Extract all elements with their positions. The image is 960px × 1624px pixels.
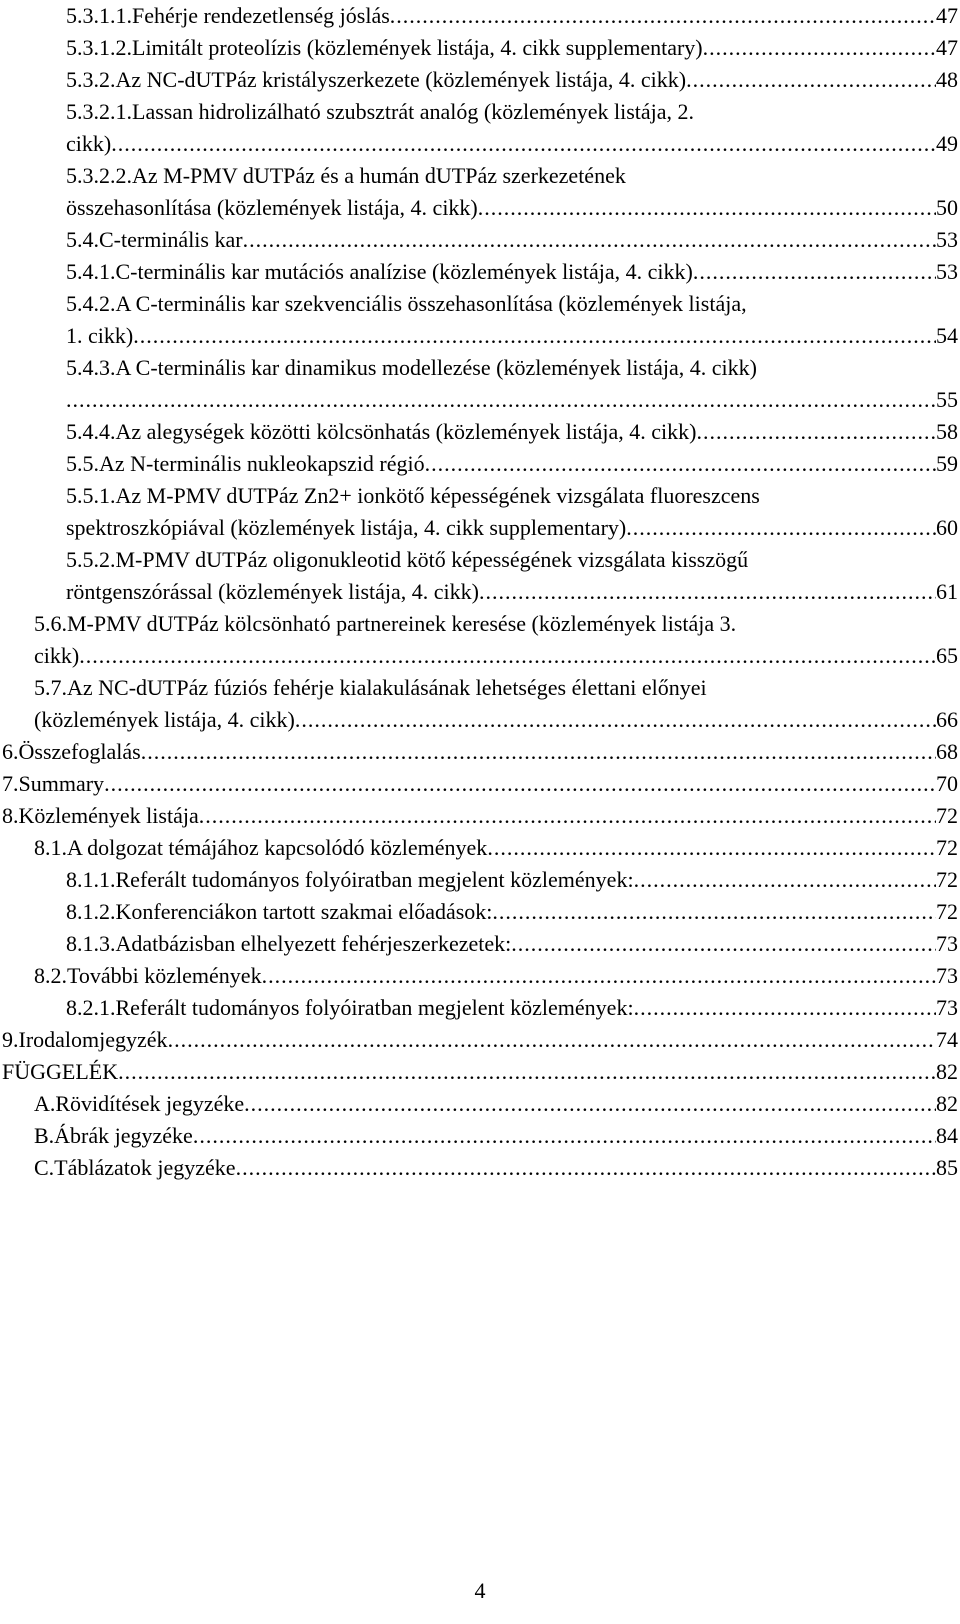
toc-leader-dots	[141, 736, 936, 768]
toc-entry-title: cikk)	[34, 643, 80, 668]
toc-entry-title: 5.3.1.1.Fehérje rendezetlenség jóslás	[66, 3, 390, 28]
toc-leader-dots	[686, 64, 936, 96]
toc-leader-dots	[243, 224, 936, 256]
toc-leader-dots	[634, 992, 936, 1024]
toc-entry-title: 8.1.A dolgozat témájához kapcsolódó közlemények	[34, 835, 488, 860]
toc-leader-dots	[168, 1024, 936, 1056]
toc-entry-page: 61	[936, 579, 958, 604]
toc-entry-title: 7.Summary	[2, 771, 105, 796]
toc-leader-dots	[626, 512, 936, 544]
toc-entry[interactable]	[2, 800, 958, 832]
page-number: 4	[474, 1578, 486, 1603]
toc-entry-line[interactable]: 5.3.2.1.Lassan hidrolizálható szubsztrát analóg (közlemények listája, 2.	[66, 99, 695, 124]
toc-entry[interactable]	[34, 1120, 958, 1152]
toc-entry-title: röntgenszórással (közlemények listája, 4. cikk)	[66, 579, 479, 604]
toc-entry[interactable]	[2, 768, 958, 800]
toc-leader-dots	[425, 448, 936, 480]
toc-entry[interactable]	[66, 576, 958, 608]
toc-entry-page: 66	[936, 707, 958, 732]
toc-leader-dots	[487, 832, 936, 864]
toc-entry-page: 47	[936, 3, 958, 28]
toc-entry[interactable]	[66, 256, 958, 288]
toc-leader-dots	[133, 320, 936, 352]
toc-entry-page: 53	[936, 227, 958, 252]
toc-entry-title: C.Táblázatok jegyzéke	[34, 1155, 236, 1180]
toc-leader-dots	[111, 128, 936, 160]
toc-entry[interactable]	[2, 1056, 958, 1088]
toc-entry-page: 49	[936, 131, 958, 156]
toc-entry[interactable]	[66, 320, 958, 352]
toc-leader-dots	[478, 192, 936, 224]
toc-leader-dots	[262, 960, 936, 992]
toc-entry-page: 85	[936, 1155, 958, 1180]
toc-entry-line[interactable]: 5.5.2.M-PMV dUTPáz oligonukleotid kötő képességének vizsgálata kisszögű	[66, 547, 749, 572]
toc-entry-title: 5.3.2.Az NC-dUTPáz kristályszerkezete (közlemények listája, 4. cikk)	[66, 67, 687, 92]
toc-entry-page: 58	[936, 419, 958, 444]
toc-leader-dots	[693, 256, 936, 288]
toc-leader-dots	[79, 640, 936, 672]
toc-entry-line[interactable]: 5.3.2.2.Az M-PMV dUTPáz és a humán dUTPáz szerkezetének	[66, 163, 626, 188]
toc-entry-title: 8.1.1.Referált tudományos folyóiratban megjelent közlemények:	[66, 867, 634, 892]
toc-entry-page: 73	[936, 995, 958, 1020]
toc-entry[interactable]	[34, 1088, 958, 1120]
toc-entry-title: összehasonlítása (közlemények listája, 4. cikk)	[66, 195, 478, 220]
toc-leader-dots	[66, 384, 936, 416]
toc-entry[interactable]	[66, 128, 958, 160]
toc-entry-title: 8.1.2.Konferenciákon tartott szakmai előadások:	[66, 899, 493, 924]
toc-entry-title: 5.3.1.2.Limitált proteolízis (közlemények listája, 4. cikk supplementary)	[66, 35, 703, 60]
toc-entry[interactable]	[66, 384, 958, 416]
toc-leader-dots	[511, 928, 936, 960]
toc-entry-page: 73	[936, 963, 958, 988]
toc-leader-dots	[492, 896, 936, 928]
toc-entry-page: 72	[936, 899, 958, 924]
toc-entry-line[interactable]: 5.7.Az NC-dUTPáz fúziós fehérje kialakulásának lehetséges élettani előnyei	[34, 675, 707, 700]
toc-entry-title: 8.Közlemények listája	[2, 803, 199, 828]
toc-entry-title: 8.2.További közlemények	[34, 963, 262, 988]
toc-entry-title: 9.Irodalomjegyzék	[2, 1027, 168, 1052]
toc-entry-page: 82	[936, 1091, 958, 1116]
toc-entry-page: 72	[936, 835, 958, 860]
toc-entry[interactable]	[34, 960, 958, 992]
toc-entry-page: 68	[936, 739, 958, 764]
toc-entry-title: 5.4.C-terminális kar	[66, 227, 243, 252]
toc-leader-dots	[236, 1152, 936, 1184]
toc-leader-dots	[295, 704, 936, 736]
toc-entry[interactable]	[34, 640, 958, 672]
toc-leader-dots	[193, 1120, 936, 1152]
toc-entry[interactable]	[2, 1024, 958, 1056]
toc-entry-line[interactable]: 5.4.3.A C-terminális kar dinamikus modellezése (közlemények listája, 4. cikk)	[66, 355, 757, 380]
toc-leader-dots	[390, 0, 936, 32]
toc-entry-title: 5.5.Az N-terminális nukleokapszid régió	[66, 451, 425, 476]
toc-entry-page: 65	[936, 643, 958, 668]
toc-entry-page: 74	[936, 1027, 958, 1052]
toc-leader-dots	[104, 768, 936, 800]
toc-entry-page: 50	[936, 195, 958, 220]
toc-entry-title: (közlemények listája, 4. cikk)	[34, 707, 295, 732]
toc-entry[interactable]	[66, 992, 958, 1024]
toc-entry[interactable]	[34, 832, 958, 864]
toc-entry-page: 70	[936, 771, 958, 796]
toc-leader-dots	[118, 1056, 936, 1088]
toc-entry-title: FÜGGELÉK	[2, 1059, 119, 1084]
toc-entry[interactable]	[34, 1152, 958, 1184]
toc-entry[interactable]	[66, 416, 958, 448]
toc-entry-page: 48	[936, 67, 958, 92]
toc-entry[interactable]	[66, 64, 958, 96]
toc-leader-dots	[696, 416, 936, 448]
toc-entry-page: 60	[936, 515, 958, 540]
toc-leader-dots	[634, 864, 936, 896]
toc-leader-dots	[703, 32, 936, 64]
toc-entry-title: 5.4.4.Az alegységek közötti kölcsönhatás (közlemények listája, 4. cikk)	[66, 419, 697, 444]
toc-entry[interactable]	[66, 928, 958, 960]
toc-entry-page: 73	[936, 931, 958, 956]
toc-entry-title: spektroszkópiával (közlemények listája, 4. cikk supplementary)	[66, 515, 627, 540]
toc-entry[interactable]	[66, 448, 958, 480]
toc-entry[interactable]	[66, 192, 958, 224]
toc-leader-dots	[199, 800, 936, 832]
toc-entry[interactable]	[66, 512, 958, 544]
toc-entry[interactable]	[66, 32, 958, 64]
toc-entry-page: 54	[936, 323, 958, 348]
toc-entry[interactable]	[66, 864, 958, 896]
toc-entry-page: 53	[936, 259, 958, 284]
toc-entry-title: A.Rövidítések jegyzéke	[34, 1091, 245, 1116]
toc-entry-title: 8.2.1.Referált tudományos folyóiratban megjelent közlemények:	[66, 995, 634, 1020]
toc-entry-page: 82	[936, 1059, 958, 1084]
toc-entry-page: 55	[936, 387, 958, 412]
toc-entry[interactable]	[66, 896, 958, 928]
toc-leader-dots	[244, 1088, 936, 1120]
toc-entry-line[interactable]: 5.6.M-PMV dUTPáz kölcsönható partnereinek keresése (közlemények listája 3.	[34, 611, 737, 636]
toc-entry-line[interactable]: 5.5.1.Az M-PMV dUTPáz Zn2+ ionkötő képességének vizsgálata fluoreszcens	[66, 483, 760, 508]
toc-entry-page: 59	[936, 451, 958, 476]
toc-entry[interactable]	[66, 0, 958, 32]
toc-entry-page: 47	[936, 35, 958, 60]
toc-entry-page: 84	[936, 1123, 958, 1148]
toc-entry-title: 1. cikk)	[66, 323, 134, 348]
toc-leader-dots	[479, 576, 936, 608]
toc-entry-title: 8.1.3.Adatbázisban elhelyezett fehérjeszerkezetek:	[66, 931, 512, 956]
toc-entry-page: 72	[936, 867, 958, 892]
toc-entry[interactable]	[34, 704, 958, 736]
toc-entry-page: 72	[936, 803, 958, 828]
toc-entry-title: 5.4.1.C-terminális kar mutációs analízise (közlemények listája, 4. cikk)	[66, 259, 693, 284]
toc-entry[interactable]	[2, 736, 958, 768]
toc-entry-title: cikk)	[66, 131, 112, 156]
toc-entry-line[interactable]: 5.4.2.A C-terminális kar szekvenciális összehasonlítása (közlemények listája,	[66, 291, 747, 316]
toc-entry-title: 6.Összefoglalás	[2, 739, 141, 764]
toc-entry-title: B.Ábrák jegyzéke	[34, 1123, 193, 1148]
toc-entry[interactable]	[66, 224, 958, 256]
